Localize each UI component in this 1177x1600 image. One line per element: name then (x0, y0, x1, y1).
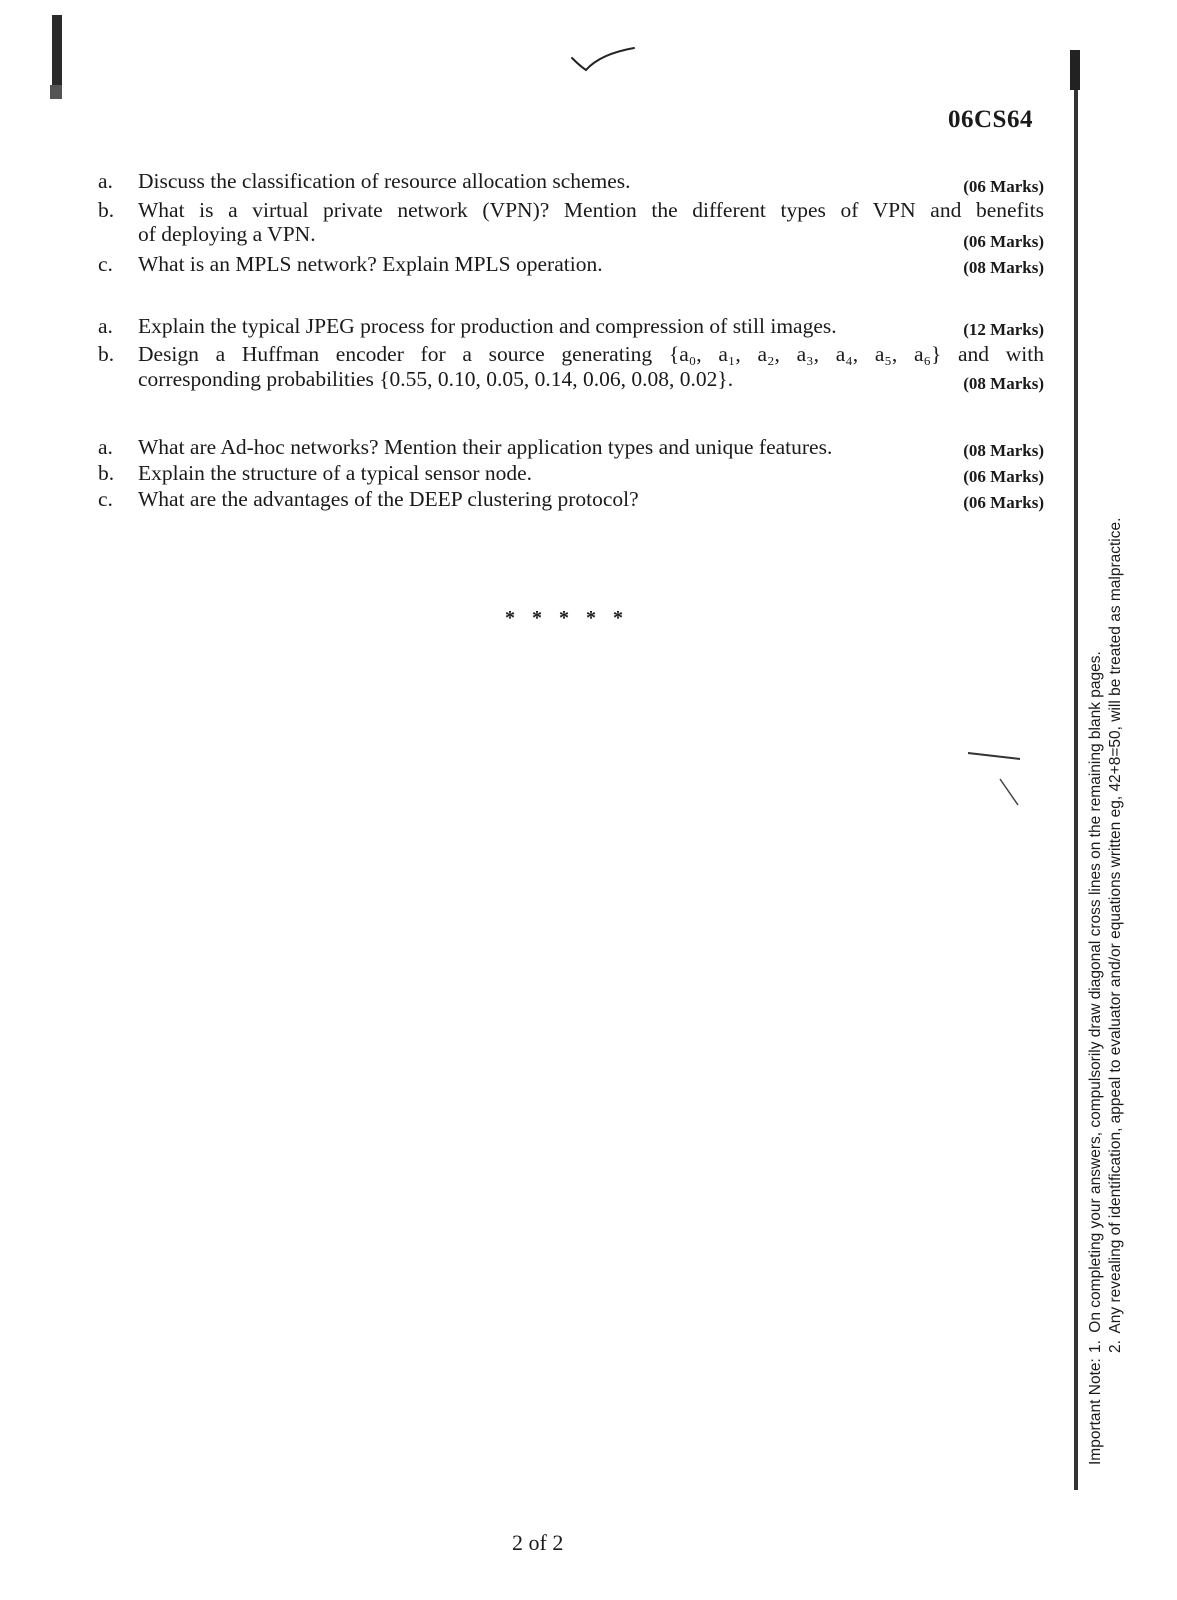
marks-badge: (08 Marks) (963, 258, 1044, 277)
question-text: What is a virtual private network (VPN)? Mention the different types of VPN and benefits (138, 198, 1044, 222)
question-text: What is an MPLS network? Explain MPLS operation. (138, 252, 603, 276)
question-text: Explain the structure of a typical sensor node. (138, 461, 533, 485)
handwritten-tick-icon (570, 42, 640, 74)
important-note-row-1 (1086, 335, 1106, 1465)
page-number: 2 of 2 (512, 1530, 564, 1555)
question-text: What are the advantages of the DEEP clustering protocol? (138, 487, 639, 511)
question-text: What are Ad-hoc networks? Mention their application types and unique features. (138, 435, 833, 459)
marks-badge: (06 Marks) (963, 467, 1044, 486)
part-label: b. (98, 461, 115, 485)
question-text: Discuss the classification of resource allocation schemes. (138, 169, 631, 193)
marks-badge: (08 Marks) (963, 374, 1044, 393)
part-label: a. (98, 169, 113, 193)
note-text: On completing your answers, compulsorily draw diagonal cross lines on the remaining blank pages. (1087, 651, 1104, 1333)
note-text: Any revealing of identification, appeal to evaluator and/or equations written eg, 42+8=50, will be treated as malpractice. (1107, 517, 1124, 1334)
question-text: corresponding probabilities {0.55, 0.10, 0.05, 0.14, 0.06, 0.08, 0.02}. (138, 367, 734, 391)
binding-bar (1068, 50, 1082, 1490)
marks-badge: (06 Marks) (963, 232, 1044, 251)
course-code: 06CS64 (948, 106, 1033, 133)
part-label: c. (98, 252, 113, 276)
important-note-row-2 (1106, 335, 1126, 1465)
part-label: a. (98, 435, 113, 459)
important-note (1086, 335, 1126, 1465)
marks-badge: (06 Marks) (963, 177, 1044, 196)
marks-badge: (06 Marks) (963, 493, 1044, 512)
marks-badge: (12 Marks) (963, 320, 1044, 339)
part-label: a. (98, 314, 113, 338)
part-label: c. (98, 487, 113, 511)
part-label: b. (98, 342, 115, 366)
question-text: Design a Huffman encoder for a source generating {a₀, a₁, a₂, a₃, a₄, a₅, a₆} and with (138, 342, 1044, 366)
important-note-heading: Important Note: (1087, 1358, 1104, 1465)
note-number: 1. (1087, 1340, 1104, 1353)
end-marker: * * * * * (505, 607, 629, 629)
part-label: b. (98, 198, 115, 222)
scan-edge-mark (48, 15, 68, 101)
question-text: of deploying a VPN. (138, 222, 316, 246)
marks-badge: (08 Marks) (963, 441, 1044, 460)
scan-stray-mark (960, 745, 1030, 815)
question-text: Explain the typical JPEG process for production and compression of still images. (138, 314, 837, 338)
note-number: 2. (1107, 1340, 1124, 1353)
